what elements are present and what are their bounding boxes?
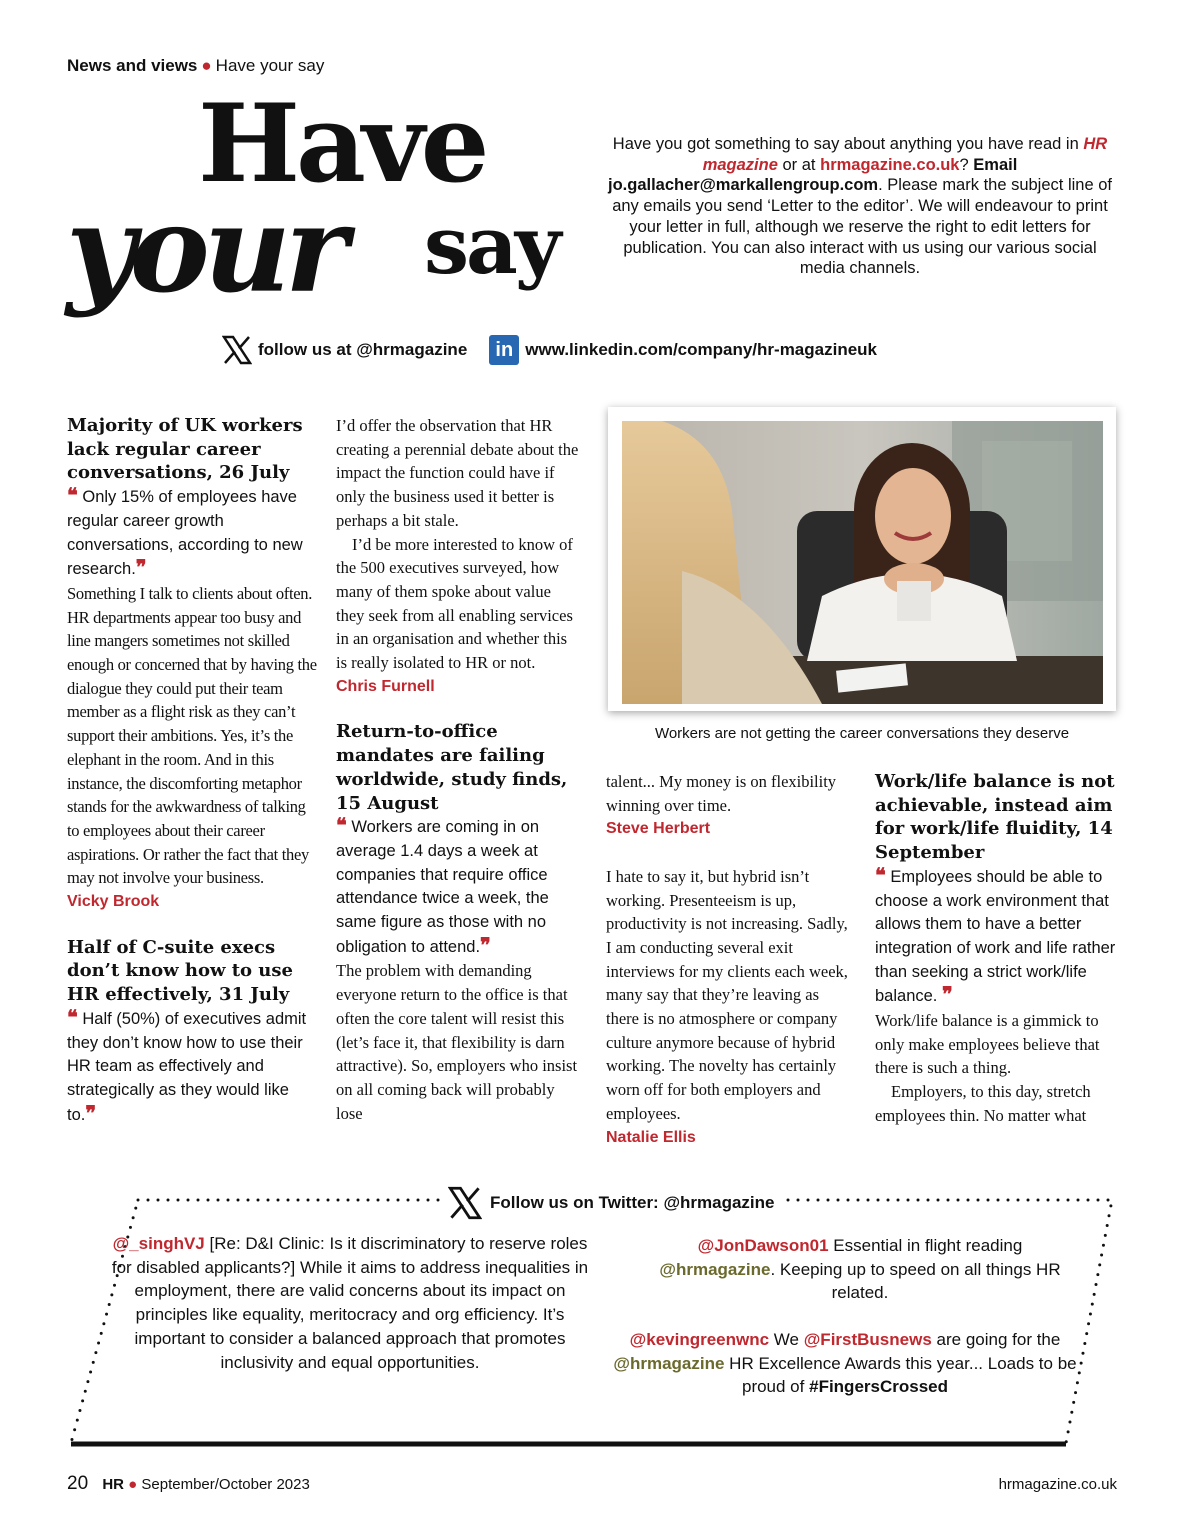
page-title-have: Have [198, 81, 486, 207]
letter-3b-body: I hate to say it, but hybrid isn’t working. Presenteeism is up, productivity is not increasing. Sadly, I am conducting several exit interviews for my clients each week, many say that they’re leaving as there is no atmosphere or company culture anymore because of hybrid working. The novelty has certainly worn off for both employers and employees. [606, 866, 848, 1123]
intro-site-link[interactable]: hrmagazine.co.uk [820, 155, 960, 174]
page-title-say: say [424, 198, 559, 292]
x-logo-icon[interactable] [222, 335, 252, 365]
letter-1-headline: Majority of UK workers lack regular career conversations, 26 July [67, 415, 303, 484]
bullet-icon: ● [201, 56, 212, 75]
tweet-3-handle[interactable]: @kevingreenwnc [629, 1330, 770, 1349]
tweet-3-mention-hrmagazine[interactable]: @hrmagazine [613, 1353, 725, 1373]
letter-2-body-p1: I’d offer the observation that HR creating a perennial debate about the impact the function could have if only the business used it better is perhaps a bit stale. [336, 416, 579, 530]
footer-mag: HR [102, 1476, 124, 1493]
footer-site[interactable]: hrmagazine.co.uk [998, 1476, 1117, 1493]
page-footer [67, 1473, 1117, 1495]
column-4 [875, 770, 1117, 1128]
page-number: 20 [67, 1473, 89, 1494]
letter-2-headline: Half of C-suite execs don’t know how to use HR effectively, 31 July [67, 936, 293, 1006]
linkedin-logo-icon[interactable]: in [489, 335, 519, 365]
tweet-3-text: We [773, 1330, 799, 1349]
footer-issue: September/October 2023 [141, 1476, 310, 1493]
tweet-1-text: [Re: D&I Clinic: Is it discriminatory to reserve roles for disabled applicants?] While it aims to address inequalities in employment, there are valid concerns about its impact on principles like equality, meritocracy and org efficiency. It’s important to consider a balanced approach that promotes inclusivity and equal opportunities. [111, 1234, 589, 1372]
intro-text: Have you got something to say about anything you have read in [612, 135, 1079, 153]
tweet-3-mention-firstbus[interactable]: @FirstBusnews [803, 1330, 932, 1349]
column-2 [336, 414, 580, 1125]
letter-1-quote: ❝ Only 15% of employees have regular career growth conversations, according to new research.❞ [67, 483, 303, 580]
twitter-follow-text[interactable]: Follow us on Twitter: @hrmagazine [490, 1193, 775, 1212]
x-follow-text[interactable]: follow us at @hrmagazine [258, 340, 468, 359]
section-sub: Have your say [215, 56, 325, 75]
tweet-2-mention[interactable]: @hrmagazine [659, 1259, 771, 1279]
letter-3-author: Steve Herbert [606, 820, 711, 838]
close-quote-icon: ❞ [480, 932, 491, 957]
intro-mag-name: HR magazine [702, 135, 1108, 174]
letter-3-headline: Return-to-office mandates are failing worldwide, study finds, 15 August [336, 721, 568, 814]
tweet-3-hashtag[interactable]: #FingersCrossed [809, 1377, 948, 1397]
intro-text: or at [782, 155, 816, 174]
page-title-your: your [66, 179, 343, 320]
close-quote-icon: ❞ [941, 982, 953, 1007]
open-quote-icon: ❝ [336, 813, 347, 838]
letter-3-body-cont: talent... My money is on flexibility winning over time. [606, 772, 837, 815]
linkedin-url[interactable]: www.linkedin.com/company/hr-magazineuk [525, 340, 878, 359]
tweet-1-handle[interactable]: @_singhVJ [112, 1234, 205, 1253]
letter-4-quote: ❝ Employees should be able to choose a work environment that allows them to have a better integration of work and life rather than seeking a strict work/life balance. ❞ [875, 862, 1116, 1007]
interview-photo-illustration [622, 421, 1103, 704]
intro-text: ? [959, 155, 969, 174]
letter-4-headline: Work/life balance is not achievable, instead aim for work/life fluidity, 14 September [875, 771, 1115, 864]
tweet-2-handle[interactable]: @JonDawson01 [697, 1236, 829, 1255]
tweet-1 [110, 1232, 590, 1374]
bullet-icon: ● [128, 1476, 138, 1493]
letter-2-body-p2: I’d be more interested to know of the 500 executives surveyed, how many of them spoke about value they seek from all enabling services in an organisation and whether this is really isolated to HR or not. [336, 534, 573, 673]
letter-4-body-p1: Work/life balance is a gimmick to only make employees believe that there is such a thing. [875, 1011, 1100, 1078]
letter-3b-author: Natalie Ellis [606, 1128, 696, 1146]
letter-4-body-p2: Employers, to this day, stretch employees thin. No matter what [875, 1082, 1091, 1125]
letter-1-body: Something I talk to clients about often. HR departments appear too busy and line mangers sometimes not skilled enough or concerned that by having the dialogue they could put their team member as a flight risk as they can’t support their ambitions. Yes, it’s the elephant in the room. And in this instance, the discomforting metaphor stands for the awkwardness of talking to employees about their career aspirations. Or rather the fact that they may not involve your business. [67, 583, 317, 888]
tweet-2 [640, 1234, 1080, 1305]
letter-3-quote: ❝ Workers are coming in on average 1.4 days a week at companies that require office attendance twice a week, the same figure as those with no obligation to attend.❞ [336, 813, 549, 957]
column-3 [606, 770, 854, 1149]
intro-paragraph [600, 134, 1120, 279]
tweet-3 [610, 1328, 1080, 1399]
section-label [67, 56, 324, 76]
social-row [222, 334, 877, 366]
tweet-3-text: HR Excellence Awards this year... Loads to be proud of [729, 1353, 1077, 1397]
column-1 [67, 414, 317, 1127]
intro-text: . Please mark the subject line of any emails you send ‘Letter to the editor’. We will endeavour to print your letter in full, although we reserve the right to edit letters for publication. You can also interact with us using our various social media channels. [612, 176, 1112, 278]
intro-email[interactable]: Email jo.gallacher@markallengroup.com [608, 155, 1018, 195]
tweet-3-text: are going for the [936, 1330, 1061, 1349]
x-logo-icon[interactable] [448, 1186, 482, 1220]
letter-2-quote: ❝ Half (50%) of executives admit they don’t know how to use their HR team as effectively and strategically as they would like to.❞ [67, 1004, 307, 1125]
close-quote-icon: ❞ [85, 1100, 97, 1125]
tweet-2-text: . Keeping up to speed on all things HR related. [770, 1259, 1061, 1303]
section-main: News and views [67, 56, 198, 75]
open-quote-icon: ❝ [67, 1004, 78, 1029]
open-quote-icon: ❝ [875, 862, 886, 887]
interview-photo [622, 421, 1103, 704]
letter-2-author: Chris Furnell [336, 677, 435, 695]
twitter-box-header [440, 1186, 783, 1220]
letter-3-body: The problem with demanding everyone return to the office is that often the core talent will resist this (let’s face it, that flexibility is darn attractive). So, employers who insist on all coming back will probably lose [336, 961, 578, 1123]
open-quote-icon: ❝ [67, 483, 78, 508]
tweet-2-text: Essential in flight reading [833, 1236, 1023, 1255]
close-quote-icon: ❞ [135, 555, 147, 580]
letter-1-author: Vicky Brook [67, 893, 160, 911]
photo-caption: Workers are not getting the career conversations they deserve [654, 725, 1070, 742]
